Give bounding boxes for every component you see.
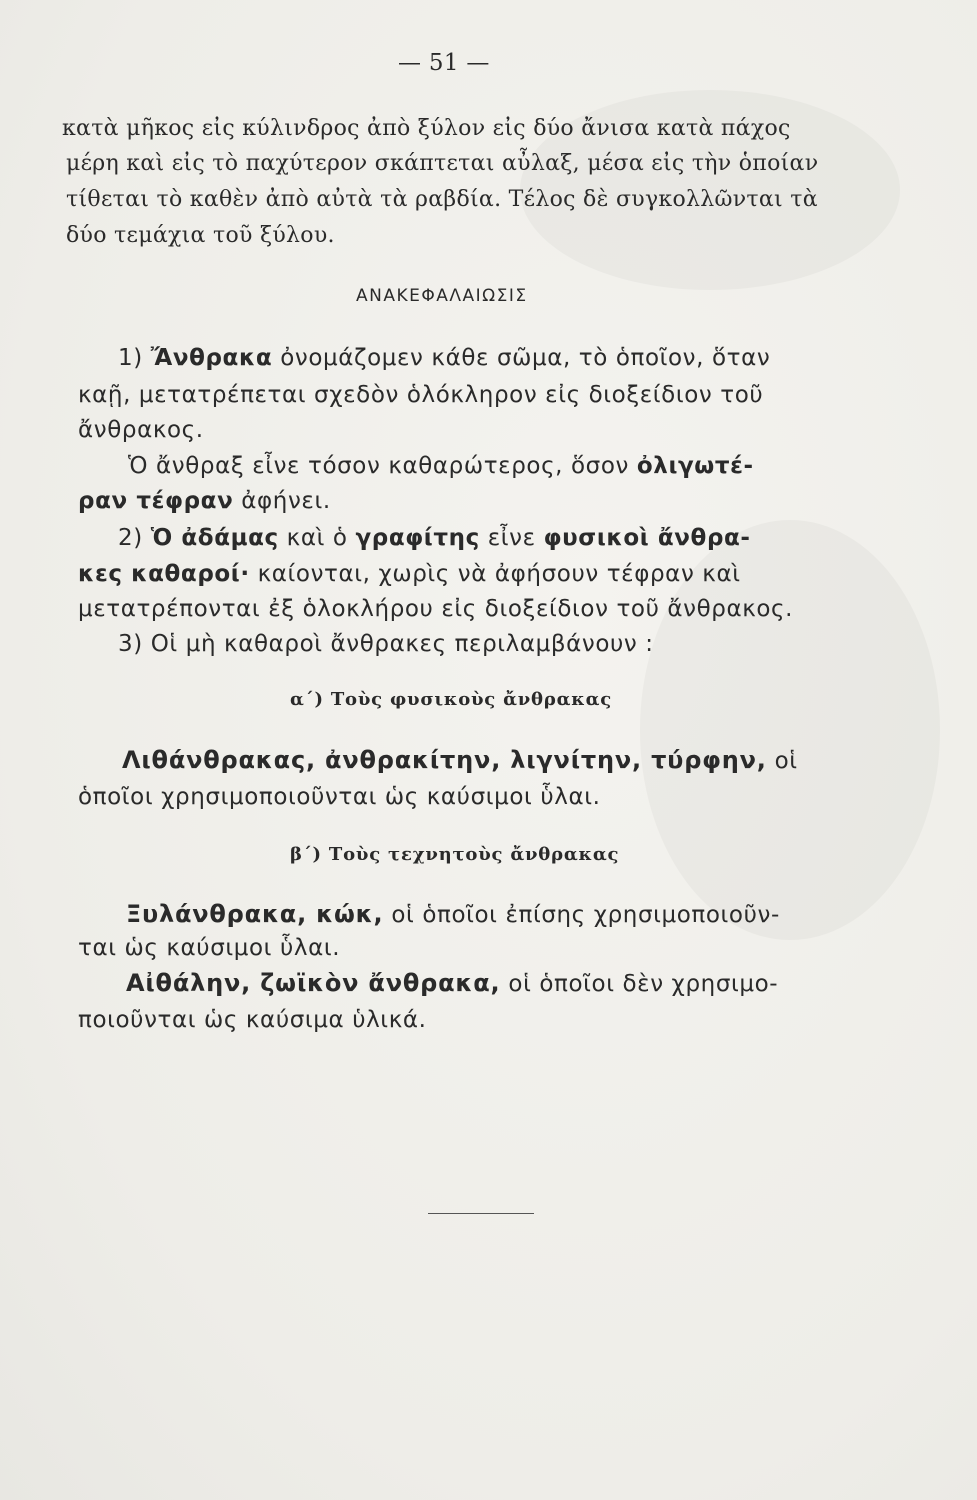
text-run: οἱ ὁποῖοι δὲν χρησιμο- [500, 971, 779, 997]
intro-line: τίθεται τὸ καθὲν ἀπὸ αὐτὰ τὰ ραβδία. Τέλος δὲ συγκολλῶνται τὰ [66, 187, 818, 212]
term-bold: φυσικοὶ ἄνθρα- [543, 525, 751, 551]
summary-item-1-line: ἄνθρακος. [78, 417, 204, 443]
text-run: οἱ ὁποῖοι ἐπίσης χρησιμοποιοῦν- [383, 902, 780, 928]
term-bold: κες καθαροί· [78, 561, 250, 587]
text-run: Ὁ ἄνθραξ εἶνε τόσον καθαρώτερος, ὅσον [128, 453, 637, 479]
natural-coal-line: ὁποῖοι χρησιμοποιοῦνται ὡς καύσιμοι ὗλαι. [78, 784, 601, 810]
text-run: εἶνε [479, 525, 544, 551]
summary-item-1-line [118, 347, 770, 370]
summary-item-1b-line [128, 455, 754, 478]
term-bold: γραφίτης [355, 525, 480, 551]
subheading-artificial: β΄) Τοὺς τεχνητοὺς ἄνθρακας [290, 844, 620, 865]
artificial-coal-line: ται ὡς καύσιμοι ὗλαι. [78, 935, 341, 961]
intro-line: μέρη καὶ εἰς τὸ παχύτερον σκάπτεται αὖλαξ, μέσα εἰς τὴν ὁποίαν [66, 151, 819, 176]
artificial-coal-line [126, 902, 780, 927]
summary-item-2-line [78, 563, 741, 586]
text-run: οἱ [766, 748, 798, 774]
page-number: — 51 — [398, 50, 490, 76]
text-run: καίονται, χωρὶς νὰ ἀφήσουν τέφραν καὶ [249, 561, 741, 587]
summary-item-3-line: 3) Οἱ μὴ καθαροὶ ἄνθρακες περιλαμβάνουν : [118, 631, 654, 657]
term-bold: ὀλιγωτέ- [636, 453, 754, 479]
text-run: ὀνομάζομεν κάθε σῶμα, τὸ ὁποῖον, ὅταν [272, 345, 771, 371]
end-rule [428, 1213, 534, 1214]
subheading-natural: α΄) Τοὺς φυσικοὺς ἄνθρακας [290, 689, 612, 710]
section-heading: ΑΝΑΚΕΦΑΛΑΙΩΣΙΣ [356, 286, 528, 306]
term-bold: Ξυλάνθρακα, κώκ, [126, 900, 384, 928]
artificial-coal-line: ποιοῦνται ὡς καύσιμα ὑλικά. [78, 1007, 427, 1033]
intro-line: κατὰ μῆκος εἰς κύλινδρος ἀπὸ ξύλον εἰς δύο ἄνισα κατὰ πάχος [62, 116, 791, 141]
term-bold: Αἰθάλην, ζωϊκὸν ἄνθρακα, [126, 969, 501, 997]
item-number: 1) [118, 345, 151, 371]
intro-line: δύο τεμάχια τοῦ ξύλου. [66, 223, 335, 248]
artificial-coal-line [126, 971, 778, 996]
text-run: ἀφήνει. [233, 488, 331, 514]
summary-item-2-line [118, 527, 751, 550]
term-bold: Λιθάνθρακας, ἀνθρακίτην, λιγνίτην, τύρφην, [122, 746, 767, 774]
natural-coal-line [122, 748, 798, 773]
term-bold: Ἄνθρακα [150, 345, 273, 371]
summary-item-1-line: καῇ, μετατρέπεται σχεδὸν ὁλόκληρον εἰς διοξείδιον τοῦ [78, 382, 764, 408]
item-number: 2) [118, 525, 151, 551]
term-bold: Ὁ ἀδάμας [150, 525, 279, 551]
text-run: καὶ ὁ [278, 525, 356, 551]
term-bold: ραν τέφραν [78, 488, 234, 514]
summary-item-2-line: μετατρέπονται ἐξ ὁλοκλήρου εἰς διοξείδιον τοῦ ἄνθρακος. [78, 596, 794, 622]
summary-item-1b-line [78, 490, 331, 513]
